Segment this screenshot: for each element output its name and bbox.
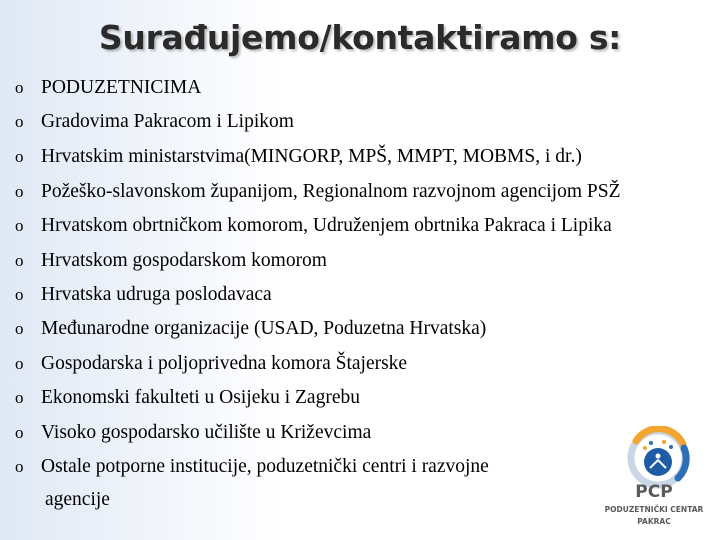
- list-item-text: Ekonomski fakulteti u Osijeku i Zagrebu: [41, 387, 360, 408]
- list-item: [15, 73, 201, 103]
- bullet-icon: o: [15, 216, 24, 235]
- list-item-text: Međunarodne organizacije (USAD, Poduzetna Hrvatska): [41, 318, 487, 339]
- list-item: [15, 246, 327, 276]
- list-item-text: Požeško-slavonskom županijom, Regionalnom razvojnom agencijom PSŽ: [41, 181, 621, 202]
- list-item: [15, 349, 407, 379]
- list-item-text: Visoko gospodarsko učilište u Križevcima: [41, 422, 372, 443]
- list-item-text: Gospodarska i poljoprivedna komora Štajerske: [41, 353, 408, 374]
- list-item: [15, 418, 371, 448]
- bullet-icon: o: [15, 319, 24, 338]
- list-item-text: Gradovima Pakracom i Lipikom: [41, 111, 294, 132]
- list-item: [15, 280, 272, 310]
- list-item: [15, 452, 489, 482]
- list-item: [15, 211, 612, 241]
- slide-title: Surađujemo/kontaktiramo s:: [98, 18, 622, 57]
- list-item-text: Hrvatskom gospodarskom komorom: [41, 250, 327, 271]
- bullet-icon: o: [15, 78, 24, 97]
- bullet-icon: o: [15, 423, 24, 442]
- list-item: [15, 107, 294, 137]
- bullet-icon: o: [15, 285, 24, 304]
- bullet-icon: o: [15, 251, 24, 270]
- list-item-text: Hrvatskim ministarstvima(MINGORP, MPŠ, MMPT, MOBMS, i dr.): [41, 146, 582, 167]
- logo-line1: PODUZETNIČKI CENTAR: [604, 505, 704, 514]
- list-item: [15, 177, 621, 207]
- bullet-icon: o: [15, 388, 24, 407]
- list-item-text: Ostale potporne institucije, poduzetnički centri i razvojne: [41, 456, 489, 477]
- bullet-icon: o: [15, 182, 24, 201]
- bullet-icon: o: [15, 354, 24, 373]
- list-item: [15, 314, 486, 344]
- bullet-icon: o: [15, 147, 24, 166]
- list-item-text: Hrvatska udruga poslodavaca: [41, 284, 272, 305]
- list-item: [15, 383, 360, 413]
- logo-line2: PAKRAC: [637, 517, 671, 526]
- bullet-icon: o: [15, 457, 24, 476]
- list-item-continuation: agencije: [45, 489, 110, 510]
- list-item-text: Hrvatskom obrtničkom komorom, Udruženjem obrtnika Pakraca i Lipika: [41, 215, 612, 236]
- list-item: [15, 142, 582, 172]
- logo-abbr: PCP: [635, 482, 673, 502]
- bullet-icon: o: [15, 112, 24, 131]
- pcp-logo: [598, 426, 710, 534]
- list-item-text: PODUZETNICIMA: [41, 77, 202, 98]
